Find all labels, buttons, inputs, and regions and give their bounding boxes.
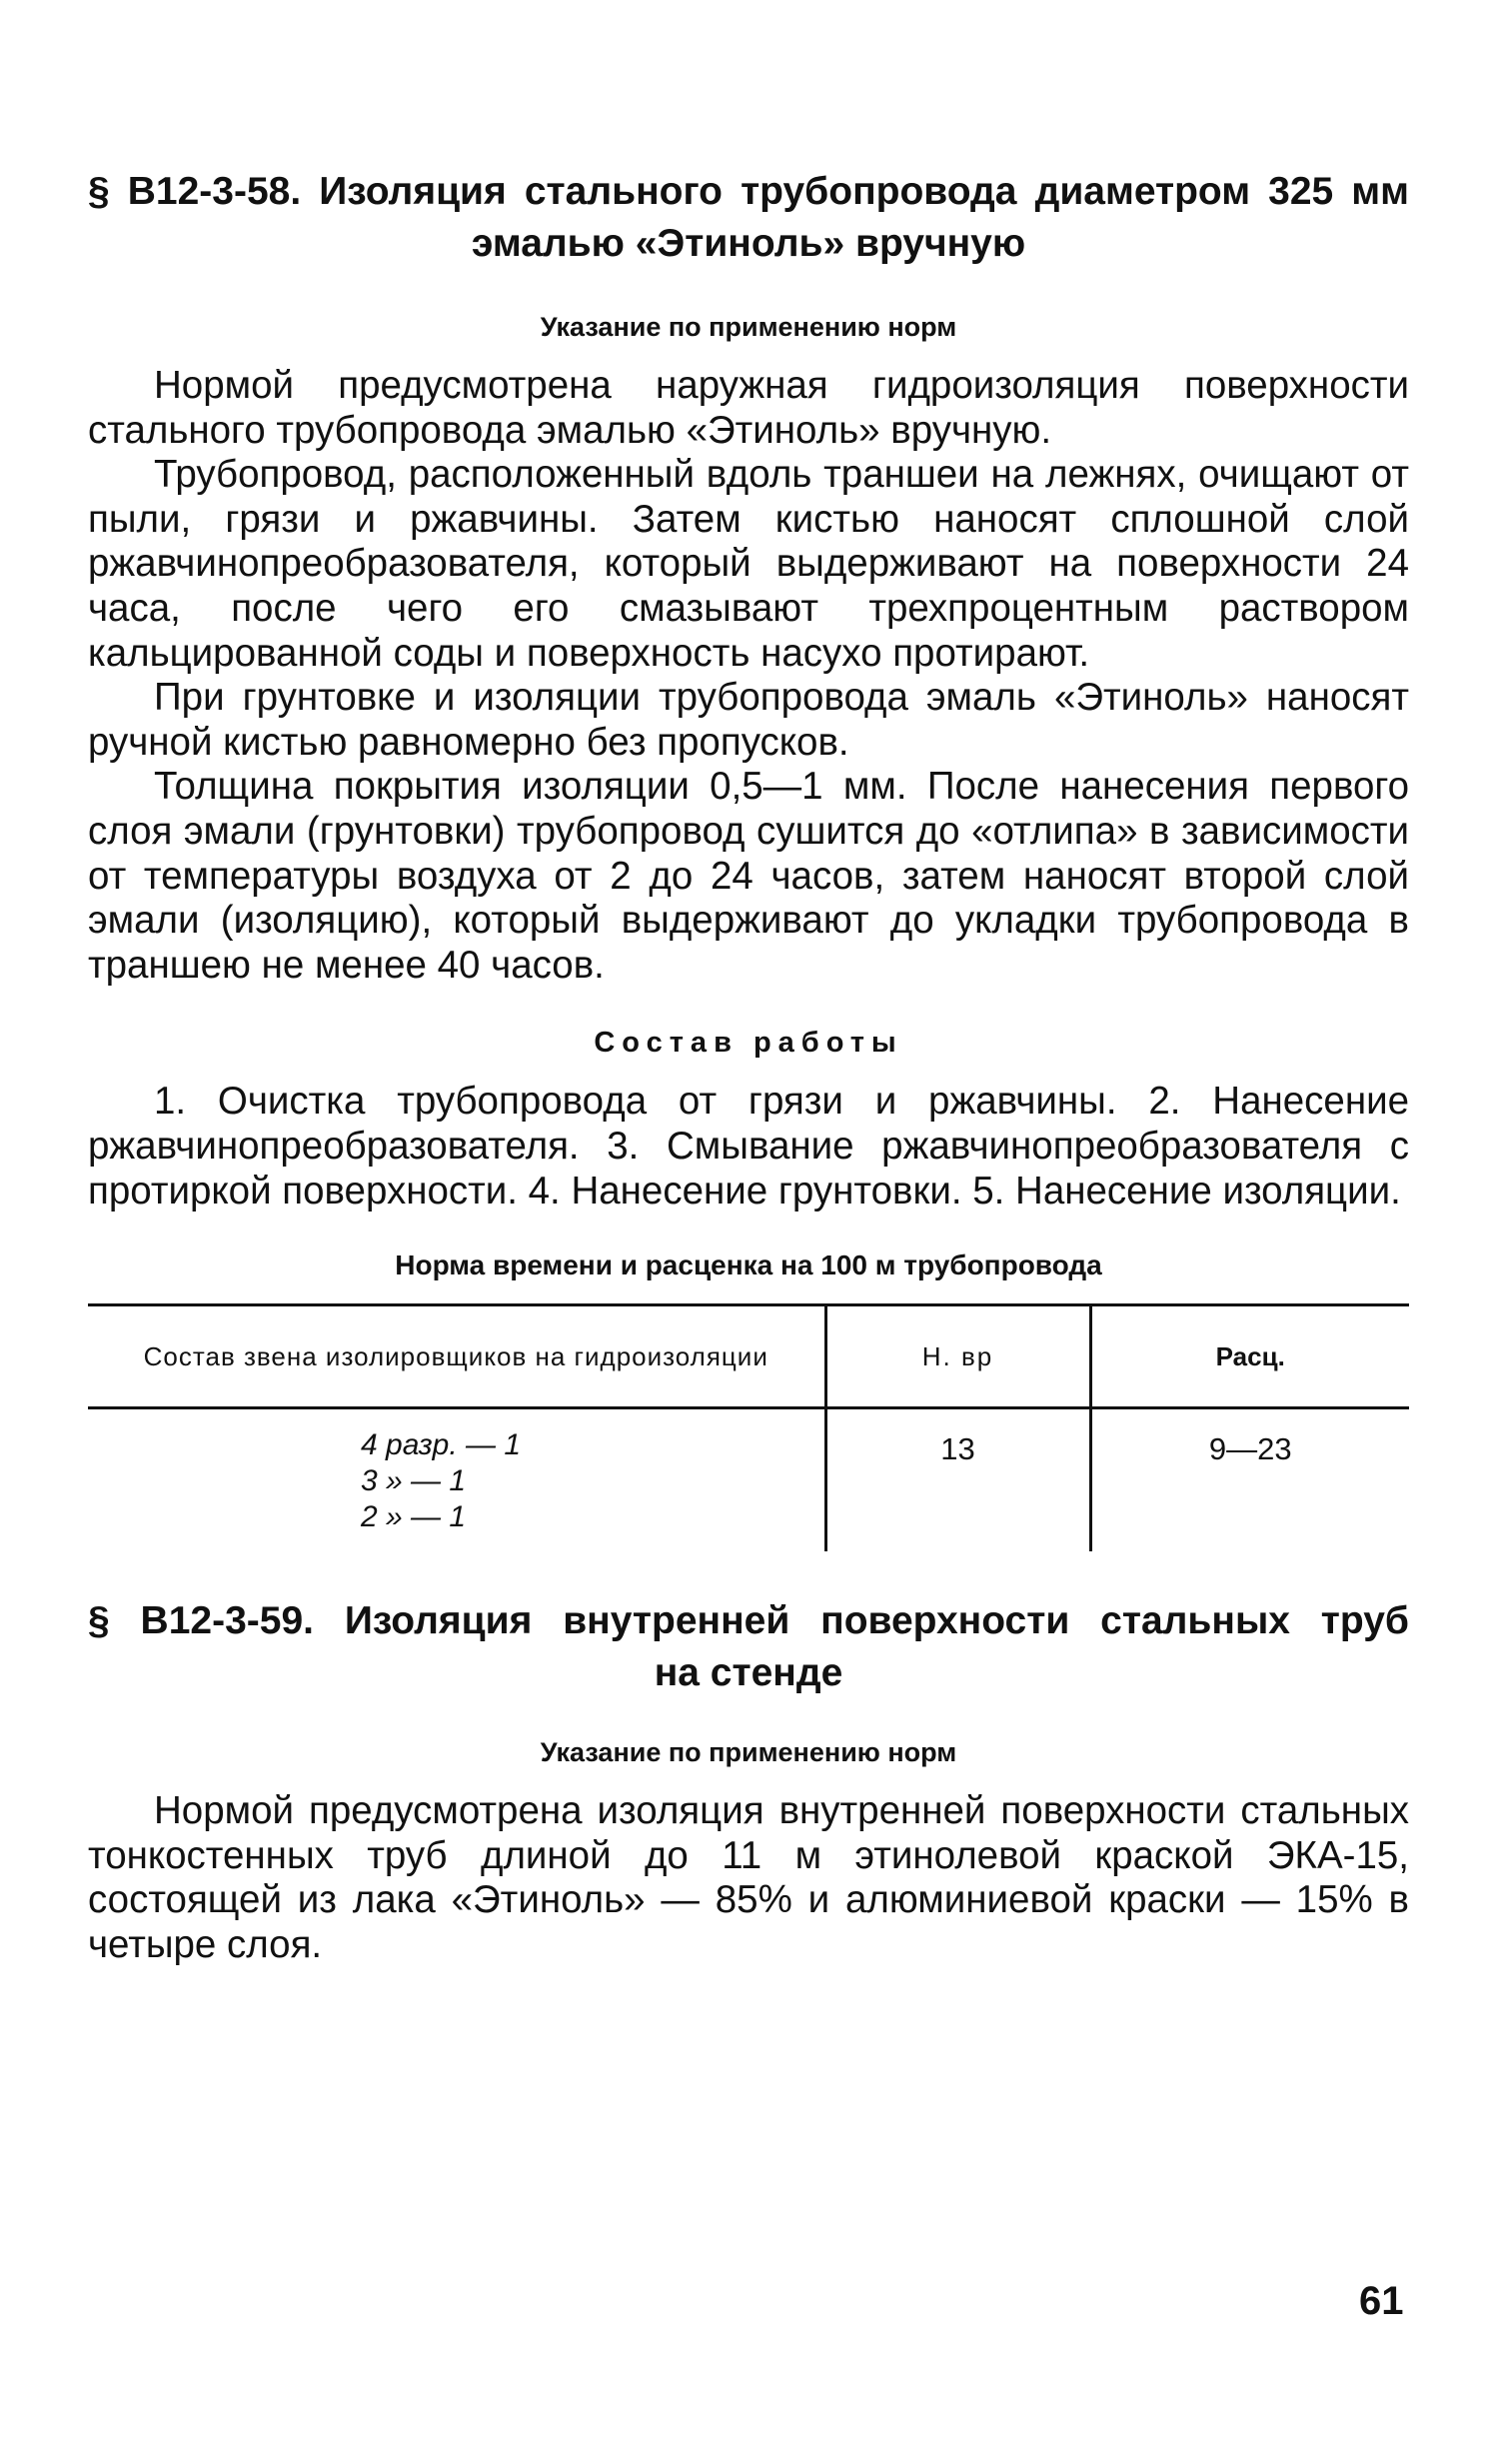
table-header-rate: Расц. bbox=[1090, 1305, 1409, 1408]
table-row bbox=[88, 1408, 1409, 1552]
table-caption: Норма времени и расценка на 100 м трубопровода bbox=[395, 1249, 1102, 1281]
section-title-b12-3-59 bbox=[88, 1595, 1409, 1699]
page-number: 61 bbox=[1359, 2279, 1404, 2323]
section-title-line-1: § В12-3-58. Изоляция стального трубопровода диаметром 325 мм bbox=[88, 170, 1409, 213]
section-title-b12-3-58 bbox=[88, 166, 1409, 270]
paragraph: При грунтовке и изоляции трубопровода эмаль «Этиноль» наносят ручной кистью равномерно без пропусков. bbox=[88, 676, 1409, 764]
section-title-line-2: на стенде bbox=[654, 1651, 843, 1695]
norm-time-cell: 13 bbox=[825, 1408, 1090, 1552]
norms-table bbox=[88, 1303, 1409, 1551]
work-composition-text: 1. Очистка трубопровода от грязи и ржавчины. 2. Нанесение ржавчинопреобразователя. 3. Смывание ржавчинопреобразователя с протиркой поверхности. 4. Нанесение грунтовки. 5. Нанесение изоляции. bbox=[88, 1080, 1409, 1213]
rate-cell: 9—23 bbox=[1090, 1408, 1409, 1552]
crew-composition-cell bbox=[88, 1408, 825, 1552]
crew-line: 2 » — 1 bbox=[361, 1500, 467, 1534]
paragraph: Трубопровод, расположенный вдоль траншеи на лежнях, очищают от пыли, грязи и ржавчины. Затем кистью наносят сплошной слой ржавчинопреобразователя, который выдерживают на поверхности 24 часа, после чего его смазывают трехпроцентным раствором кальцированной соды и поверхность насухо протирают. bbox=[88, 453, 1409, 675]
paragraph: Толщина покрытия изоляции 0,5—1 мм. После нанесения первого слоя эмали (грунтовки) трубопровод сушится до «отлипа» в зависимости от температуры воздуха от 2 до 24 часов, затем наносят второй слой эмали (изоляцию), который выдерживают до укладки трубопровода в траншею не менее 40 часов. bbox=[88, 765, 1409, 987]
work-composition-heading: Состав работы bbox=[594, 1027, 903, 1060]
section-title-line-2: эмалью «Этиноль» вручную bbox=[471, 222, 1026, 265]
paragraph: Нормой предусмотрена изоляция внутренней поверхности стальных тонкостенных труб длиной до 11 м этинолевой краской ЭКА-15, состоящей из лака «Этиноль» — 85% и алюминиевой краски — 15% в четыре слоя. bbox=[88, 1789, 1409, 1966]
section-title-line-1: § В12-3-59. Изоляция внутренней поверхности стальных труб bbox=[88, 1599, 1409, 1643]
instructions-heading: Указание по применению норм bbox=[540, 1737, 957, 1768]
table-header-norm-time: Н. вр bbox=[825, 1305, 1090, 1408]
crew-line: 3 » — 1 bbox=[361, 1464, 467, 1498]
paragraph: Нормой предусмотрена наружная гидроизоляция поверхности стального трубопровода эмалью «Этиноль» вручную. bbox=[88, 364, 1409, 452]
crew-line: 4 разр. — 1 bbox=[361, 1428, 522, 1462]
instructions-heading: Указание по применению норм bbox=[540, 312, 957, 342]
table-header-crew: Состав звена изолировщиков на гидроизоляции bbox=[88, 1305, 825, 1408]
table-header-row bbox=[88, 1305, 1409, 1408]
document-page bbox=[88, 150, 1409, 1967]
